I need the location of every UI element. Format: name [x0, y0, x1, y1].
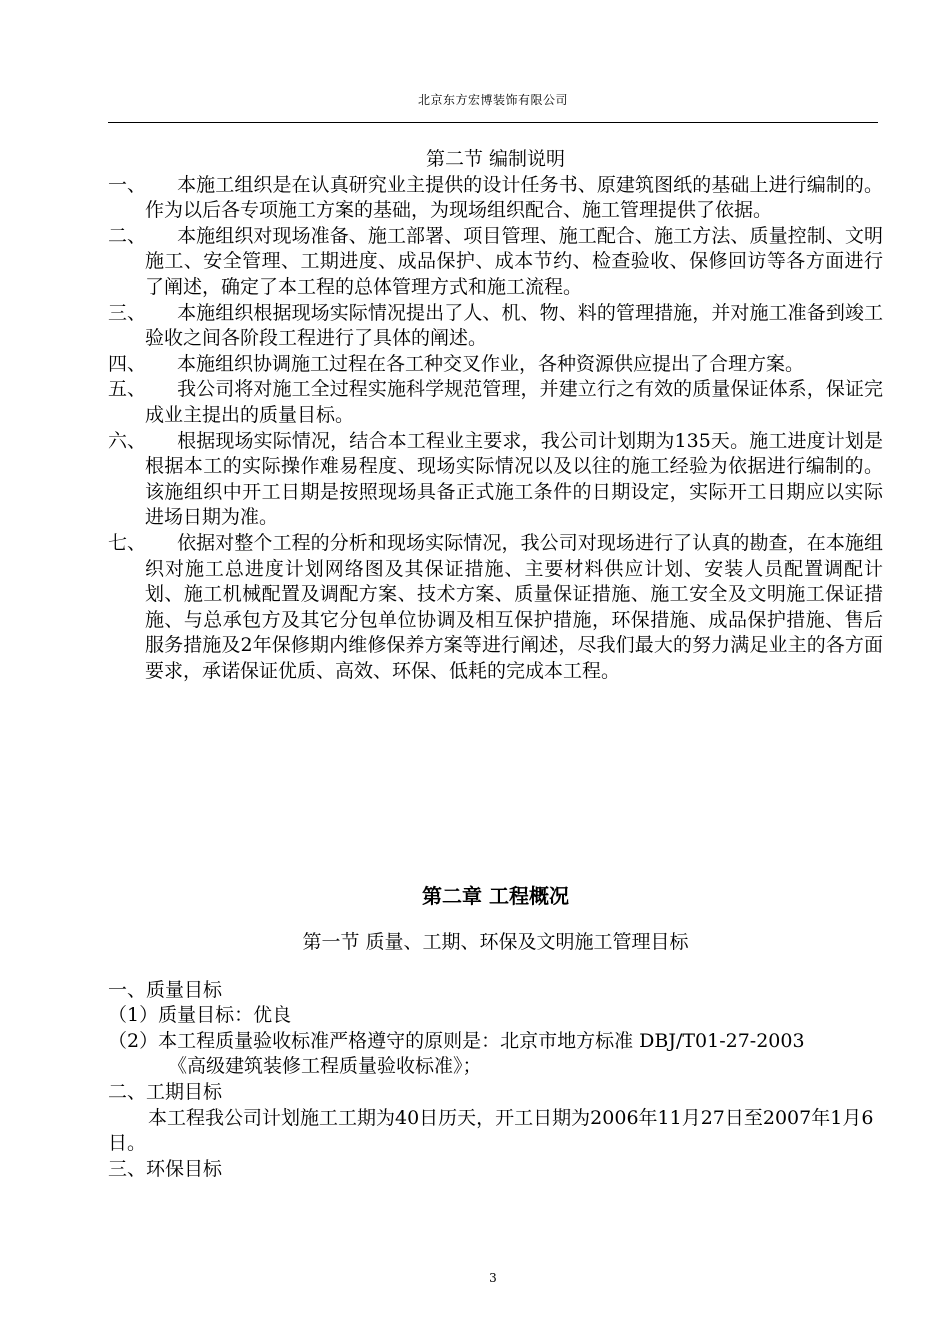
chapter-title: 第二章 工程概况 [422, 884, 569, 909]
document-body [108, 147, 883, 1182]
goal-heading-schedule [108, 1080, 883, 1106]
list-item-number: 三、 [108, 301, 147, 324]
quality-target-line: （1）质量目标：优良 [108, 1004, 292, 1027]
goal-heading-quality [108, 978, 883, 1004]
goal-label: 工期目标 [146, 1081, 223, 1104]
blank-space [108, 684, 883, 884]
list-item-text: 本施组织根据现场实际情况提出了人、机、物、料的管理措施，并对施工准备到竣工验收之间各阶段工程进行了具体的阐述。 [145, 301, 883, 350]
goal-number: 三、 [108, 1157, 147, 1180]
list-item-number: 一、 [108, 173, 147, 196]
list-item-text: 依据对整个工程的分析和现场实际情况，我公司对现场进行了认真的勘查，在本施组织对施工总进度计划网络图及其保证措施、主要材料供应计划、安装人员配置调配计划、施工机械配置及调配方案、技术方案、质量保证措施、施工安全及文明施工保证措施、与总承包方及其它分包单位协调及相互保护措施，环保措施、成品保护措施、售后服务措施及2年保修期内维修保养方案等进行阐述，尽我们最大的努力满足业主的各方面要求，承诺保证优质、高效、环保、低耗的完成本工程。 [145, 531, 883, 682]
header-divider [108, 122, 878, 123]
quality-standard-line: （2）本工程质量验收标准严格遵守的原则是：北京市地方标准 DBJ/T01-27-2003 [108, 1029, 805, 1052]
list-item-text: 根据现场实际情况，结合本工程业主要求，我公司计划期为135天。施工进度计划是根据本工的实际操作难易程度、现场实际情况以及以往的施工经验为依据进行编制的。该施组织中开工日期是按照现场具备正式施工条件的日期设定，实际开工日期应以实际进场日期为准。 [145, 429, 883, 529]
goal-number: 二、 [108, 1081, 147, 1104]
list-item [108, 377, 883, 428]
list-item [108, 352, 883, 378]
schedule-paragraph: 本工程我公司计划施工工期为40日历天，开工日期为2006年11月27日至2007年1月6日。 [108, 1106, 874, 1155]
list-item-number: 七、 [108, 531, 147, 554]
list-item [108, 429, 883, 531]
list-item [108, 531, 883, 685]
list-item [108, 301, 883, 352]
list-item [108, 224, 883, 301]
subsection-title: 第一节 质量、工期、环保及文明施工管理目标 [302, 931, 689, 954]
list-item [108, 173, 883, 224]
list-item-text: 我公司将对施工全过程实施科学规范管理，并建立行之有效的质量保证体系，保证完成业主提出的质量目标。 [145, 378, 883, 426]
list-item-number: 二、 [108, 224, 147, 247]
goal-label: 质量目标 [146, 978, 223, 1001]
goal-label: 环保目标 [146, 1157, 223, 1180]
page-header: 北京东方宏博装饰有限公司 [417, 93, 568, 107]
list-item-text: 本施组织协调施工过程在各工种交叉作业，各种资源供应提出了合理方案。 [177, 352, 805, 375]
list-item-text: 本施组织对现场准备、施工部署、项目管理、施工配合、施工方法、质量控制、文明施工、安全管理、工期进度、成品保护、成本节约、检查验收、保修回访等各方面进行了阐述，确定了本工程的总体管理方式和施工流程。 [145, 224, 883, 298]
goal-number: 一、 [108, 978, 147, 1001]
list-item-number: 五、 [108, 378, 147, 401]
section-title: 第二节 编制说明 [425, 148, 566, 170]
page-number: 3 [489, 1271, 497, 1285]
list-item-number: 六、 [108, 429, 147, 452]
list-item-number: 四、 [108, 352, 147, 375]
quality-standard-name: 《高级建筑装修工程质量验收标准》； [168, 1055, 482, 1078]
list-item-text: 本施工组织是在认真研究业主提供的设计任务书、原建筑图纸的基础上进行编制的。作为以后各专项施工方案的基础，为现场组织配合、施工管理提供了依据。 [145, 173, 883, 222]
goal-heading-environment [108, 1157, 883, 1183]
